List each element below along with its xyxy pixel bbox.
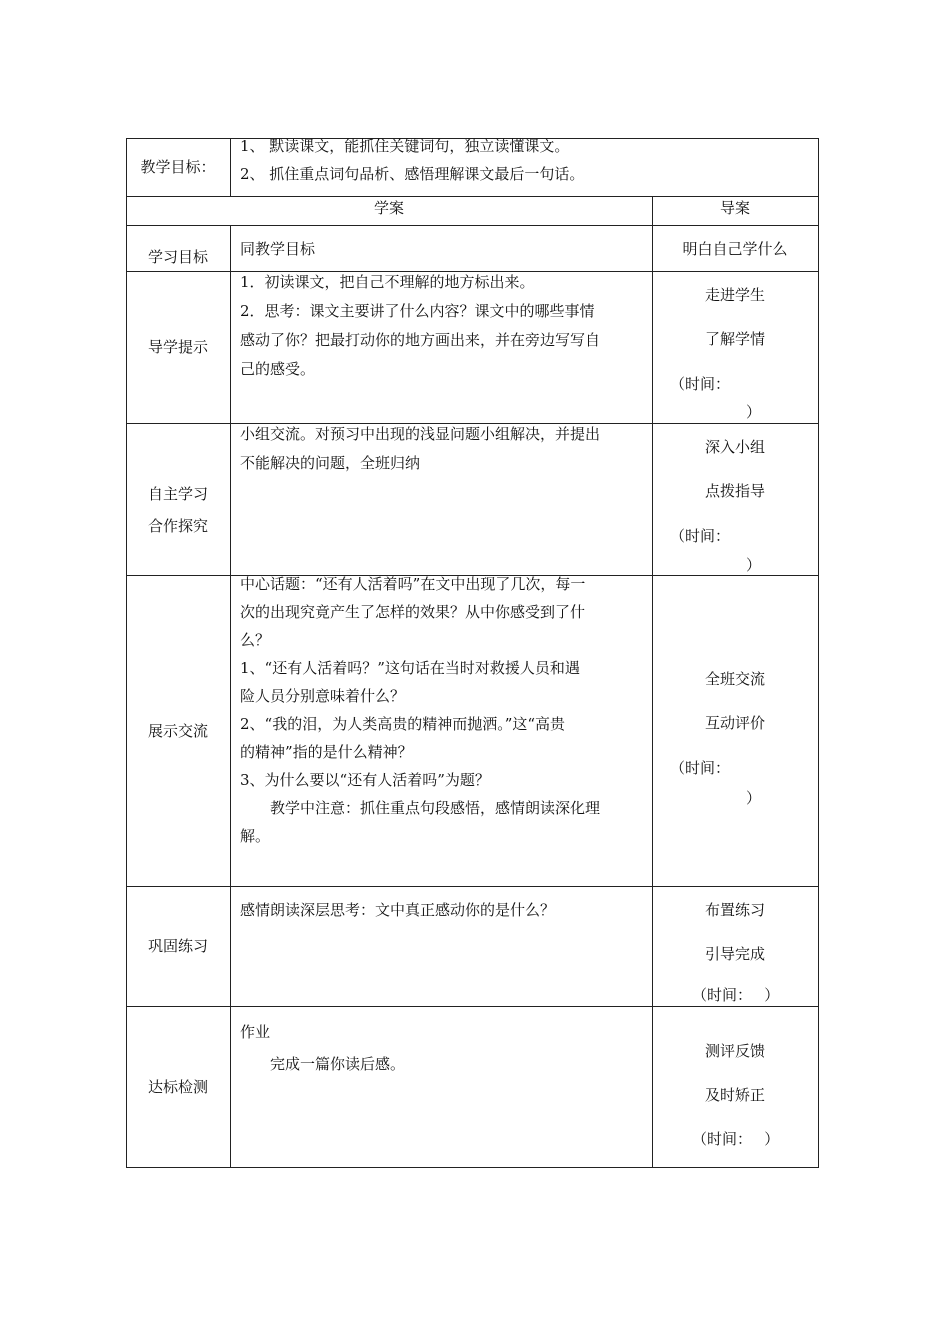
row-content-assessment: 作业 完成一篇你读后感。 <box>240 1023 406 1073</box>
time-note: （时间： <box>670 375 731 393</box>
time-note: （时间： <box>670 527 731 545</box>
row-content-guided-hints: 1．初读课文，把自己不理解的地方标出来。 2．思考：课文主要讲了什么内容？课文中的哪些事情 感动了你？把最打动你的地方画出来，并在旁边写写自 己的感受。 <box>240 273 601 378</box>
row-label-guided-hints: 导学提示 <box>147 338 208 356</box>
time-note: （时间： ） <box>692 986 780 1004</box>
objectives-list <box>230 134 818 186</box>
objectives-label: 教学目标： <box>140 158 216 176</box>
guide-plan-header: 导案 <box>719 199 750 217</box>
row-content-study-goal: 同教学目标 <box>240 240 316 258</box>
time-note: （时间： ） <box>692 1130 780 1148</box>
row-content-presentation: 中心话题：“还有人活着吗”在文中出现了几次，每一 次的出现究竟产生了怎样的效果？从中你感受到了什 么？ 1、“还有人活着吗？”这句话在当时对救援人员和遇 险人员分别意味着什么？ 2、“我的泪，为人类高贵的精神而抛洒。”这“高贵 的精神”指的是什么精神？ 3、为什么要以“还有人活着吗”为题？ 教学中注意：抓住重点句段感悟，感情朗读深化理 解。 <box>240 575 601 845</box>
time-close: ） <box>746 403 762 421</box>
time-note: （时间： <box>670 759 731 777</box>
time-close: ） <box>746 789 762 807</box>
objective-item: 2、 抓住重点词句品析、感悟理解课文最后一句话。 <box>240 165 585 183</box>
row-label-self-study: 自主学习 合作探究 <box>147 485 208 535</box>
row-guide-assessment: 测评反馈 及时矫正 <box>704 1042 765 1104</box>
row-label-study-goal: 学习目标 <box>147 248 208 266</box>
row-content-self-study: 小组交流。对预习中出现的浅显问题小组解决，并提出 不能解决的问题，全班归纳 <box>240 425 601 472</box>
study-plan-header: 学案 <box>373 199 404 217</box>
row-guide-self-study: 深入小组 点拨指导 <box>704 438 765 500</box>
row-guide-guided-hints: 走进学生 了解学情 <box>704 286 765 348</box>
lesson-plan-table <box>126 138 819 1168</box>
row-label-practice: 巩固练习 <box>147 937 208 955</box>
row-label-presentation: 展示交流 <box>147 721 208 740</box>
row-guide-practice: 布置练习 引导完成 <box>704 901 765 963</box>
time-close: ） <box>746 556 762 574</box>
objective-item: 1、 默读课文，能抓住关键词句，独立读懂课文。 <box>240 137 570 155</box>
row-label-assessment: 达标检测 <box>147 1077 208 1096</box>
row-content-practice: 感情朗读深层思考：文中真正感动你的是什么？ <box>240 901 556 919</box>
row-guide-study-goal: 明白自己学什么 <box>682 240 788 258</box>
row-guide-presentation: 全班交流 互动评价 <box>704 670 765 732</box>
